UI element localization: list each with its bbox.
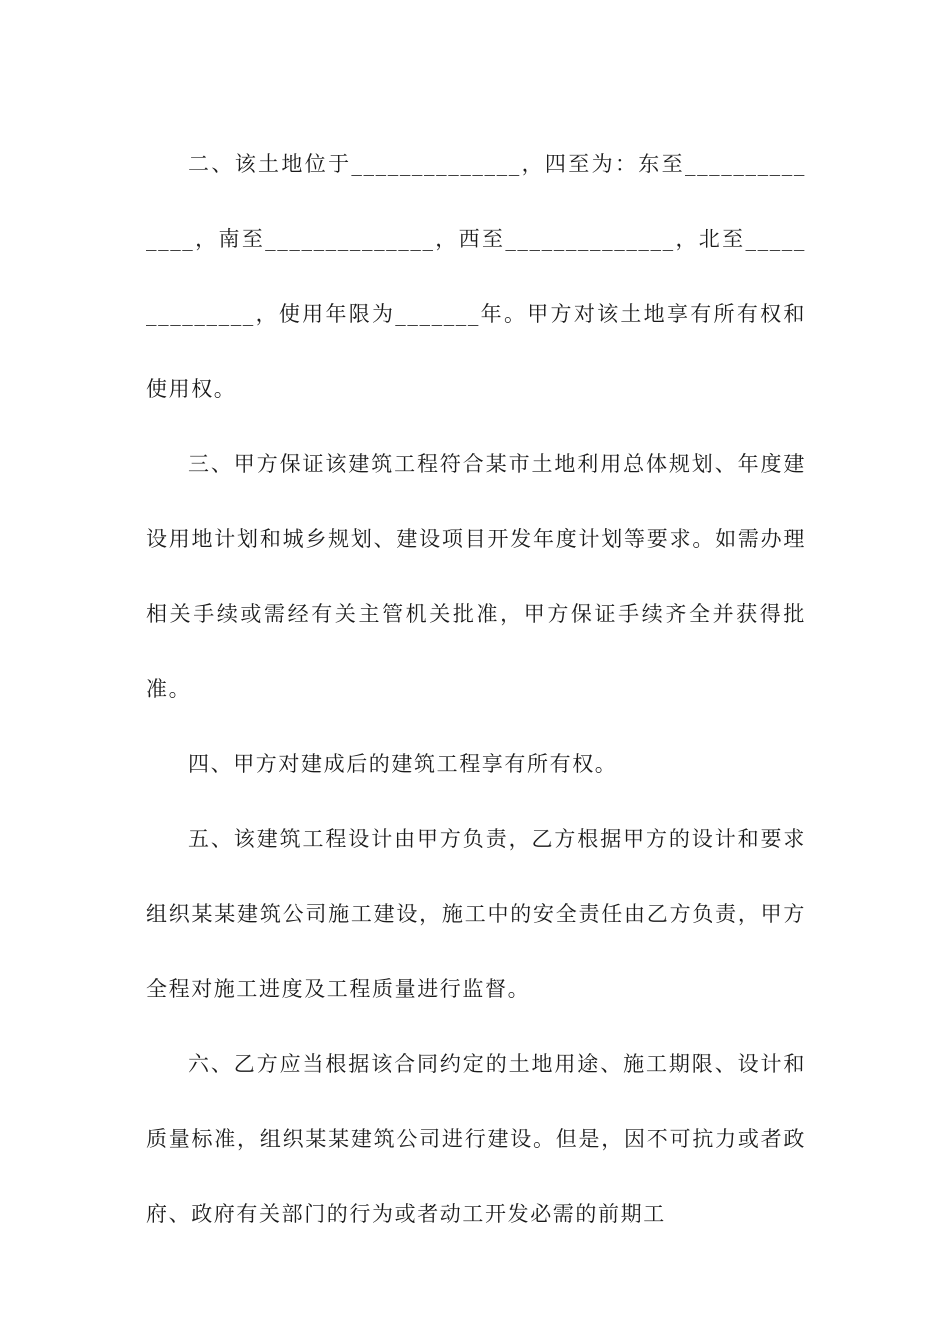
document-body	[146, 127, 806, 1252]
paragraph-design-responsibility: 五、该建筑工程设计由甲方负责，乙方根据甲方的设计和要求组织某某建筑公司施工建设，施工中的安全责任由乙方负责，甲方全程对施工进度及工程质量进行监督。	[146, 827, 806, 1001]
paragraph-land-location: 二、该土地位于______________，四至为：东至______________，南至______________，西至______________，北至______________，使用年限为_______年。甲方对该土地享有所有权和使用权。	[146, 152, 806, 401]
paragraph-construction-obligation: 六、乙方应当根据该合同约定的土地用途、施工期限、设计和质量标准，组织某某建筑公司进行建设。但是，因不可抗力或者政府、政府有关部门的行为或者动工开发必需的前期工	[146, 1052, 806, 1226]
paragraph-ownership: 四、甲方对建成后的建筑工程享有所有权。	[188, 752, 618, 776]
paragraph-planning-guarantee: 三、甲方保证该建筑工程符合某市土地利用总体规划、年度建设用地计划和城乡规划、建设项目开发年度计划等要求。如需办理相关手续或需经有关主管机关批准，甲方保证手续齐全并获得批准。	[146, 452, 806, 701]
